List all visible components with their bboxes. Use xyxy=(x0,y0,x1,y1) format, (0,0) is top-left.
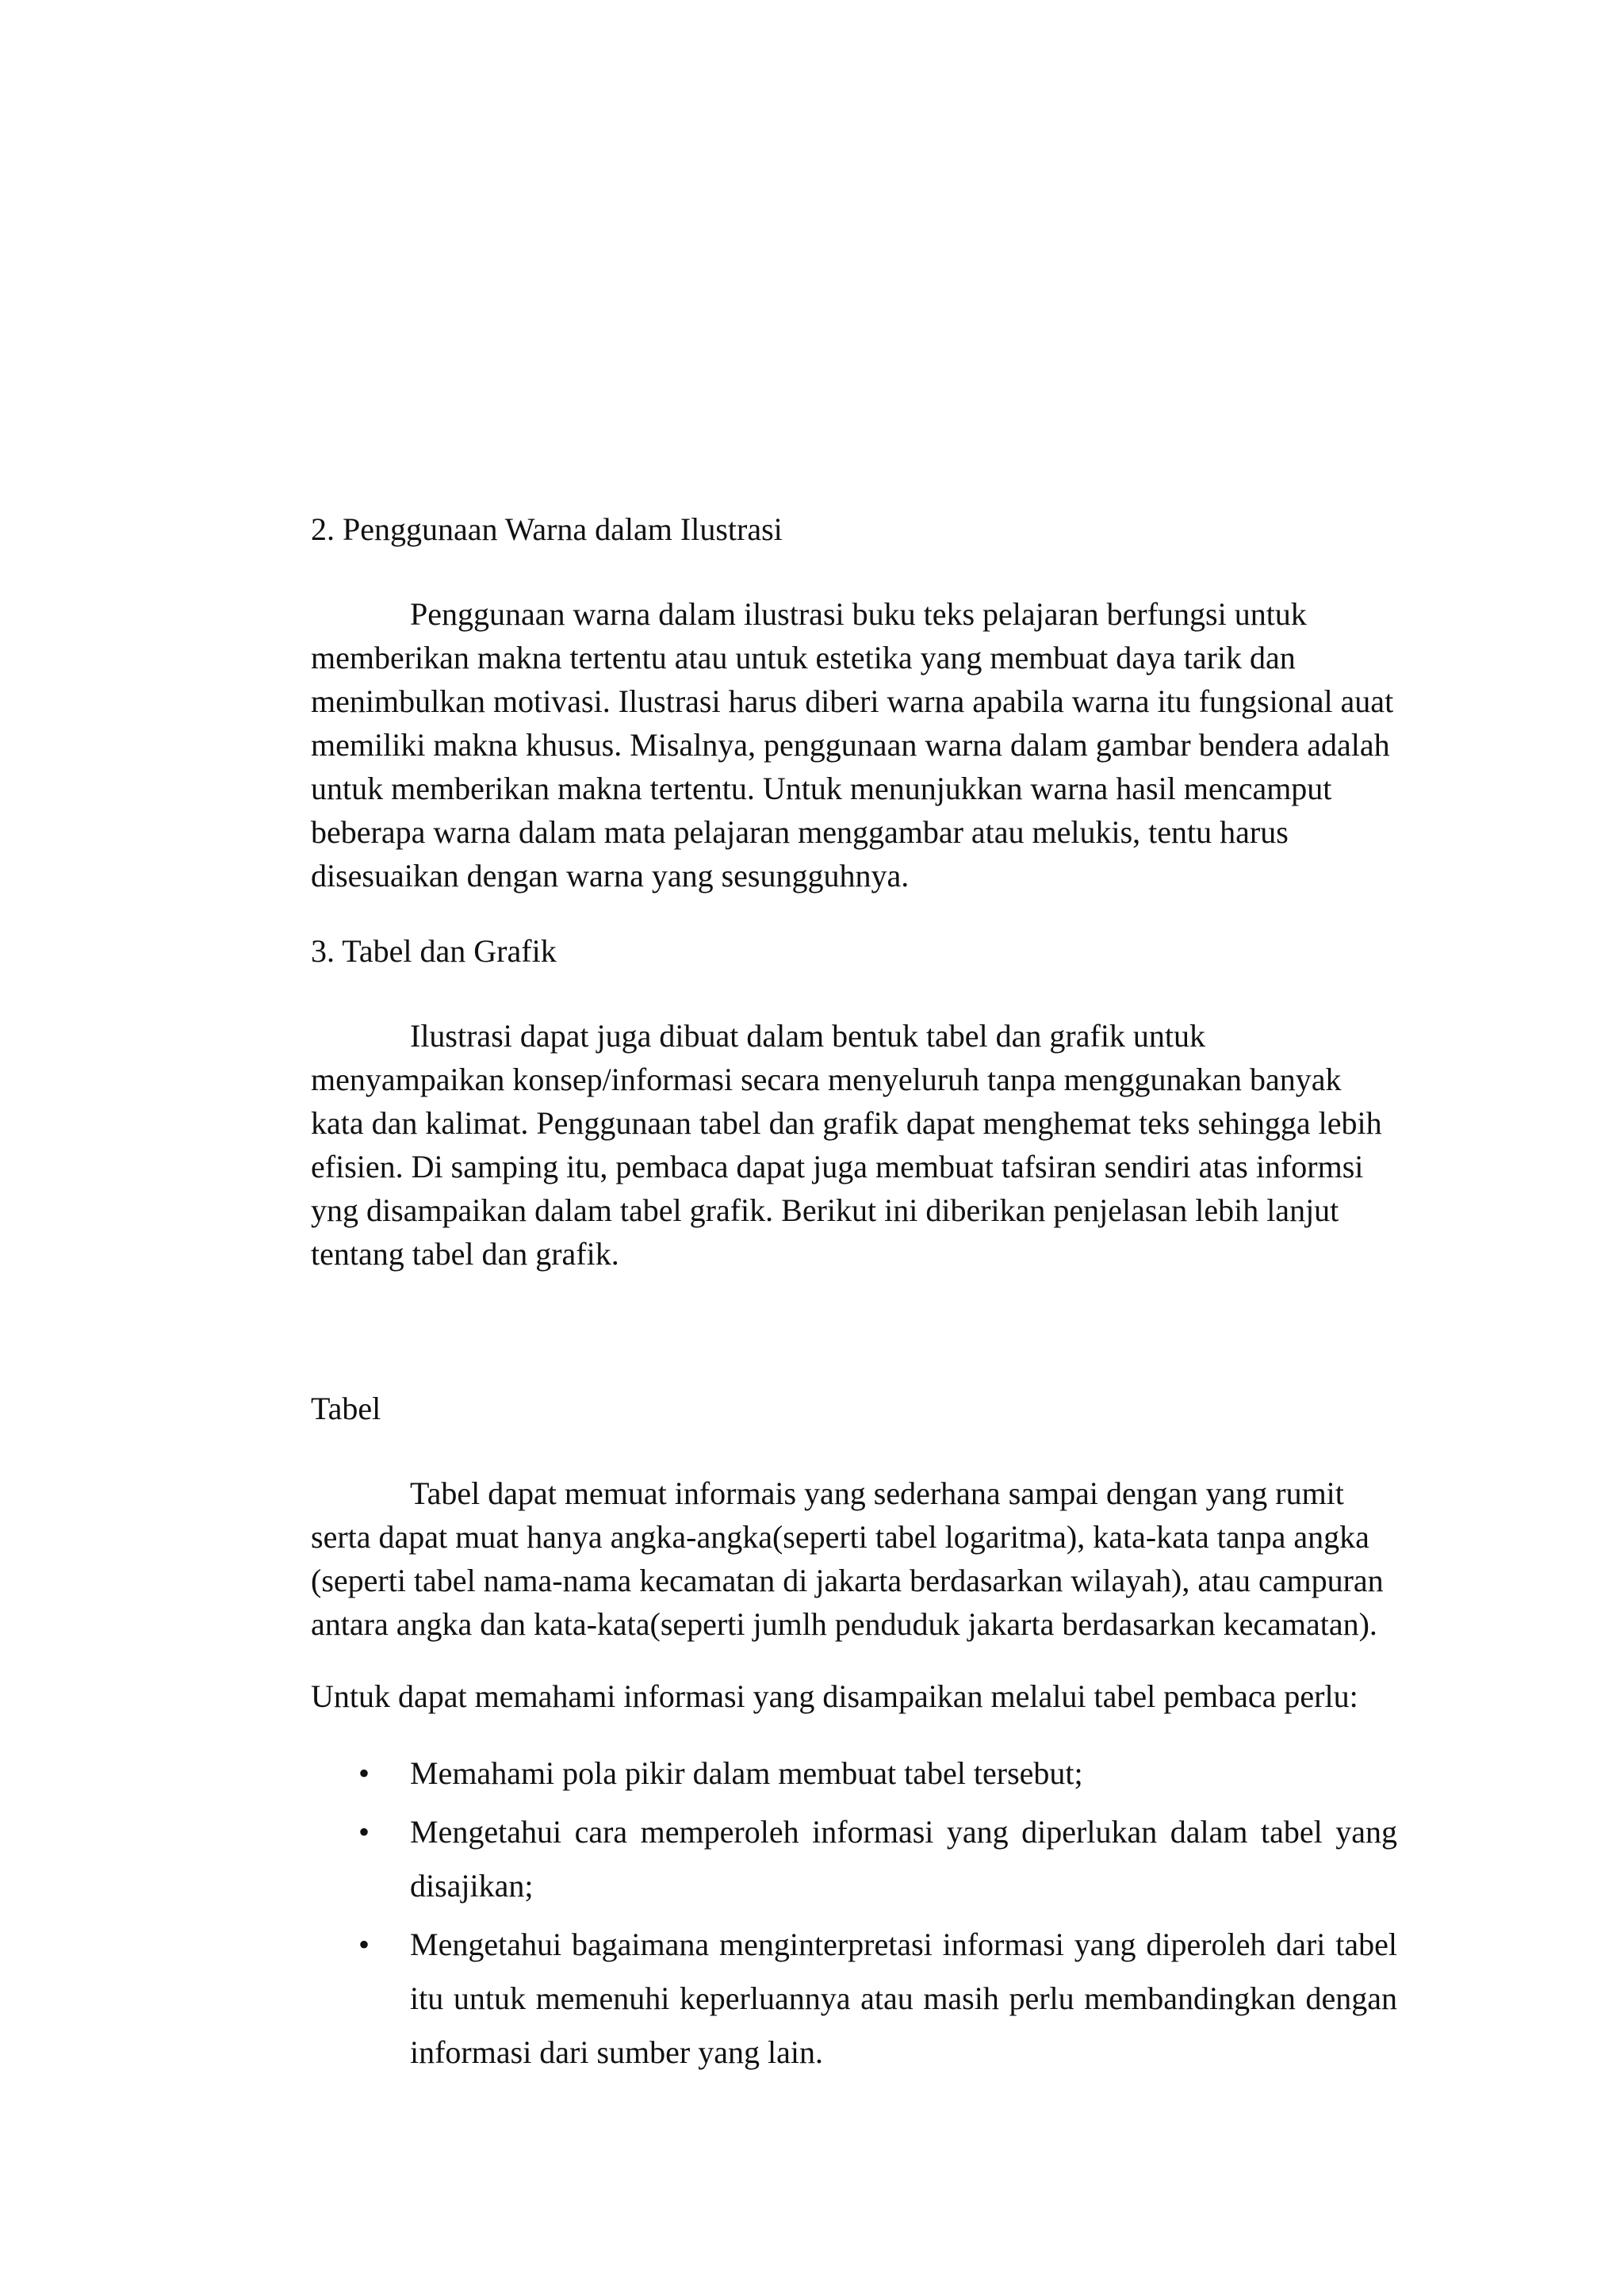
tabel-paragraph: Tabel dapat memuat informais yang sederhana sampai dengan yang rumit serta dapat muat hanya angka-angka(seperti tabel logaritma), kata-kata tanpa angka (seperti tabel nama-nama kecamatan di jakarta berdasarkan wilayah), atau campuran antara angka dan kata-kata(seperti jumlh penduduk jakarta berdasarkan kecamatan). xyxy=(311,1475,1384,1642)
tabel-bullet-list xyxy=(311,1747,1397,2080)
section-3-paragraph: Ilustrasi dapat juga dibuat dalam bentuk tabel dan grafik untuk menyampaikan konsep/informasi secara menyeluruh tanpa menggunakan banyak kata dan kalimat. Penggunaan tabel dan grafik dapat menghemat teks sehingga lebih efisien. Di samping itu, pembaca dapat juga membuat tafsiran sendiri atas informsi yng disampaikan dalam tabel grafik. Berikut ini diberikan penjelasan lebih lanjut tentang tabel dan grafik. xyxy=(311,1018,1382,1272)
tabel-heading: Tabel xyxy=(311,1391,381,1426)
list-item xyxy=(311,1805,1397,1913)
list-item-text: Mengetahui cara memperoleh informasi yang diperlukan dalam tabel yang disajikan; xyxy=(410,1814,1397,1904)
page-content xyxy=(311,507,1397,2084)
section-3-heading: 3. Tabel dan Grafik xyxy=(311,933,557,969)
bullet-icon: • xyxy=(358,1755,370,1791)
list-item-text: Mengetahui bagaimana menginterpretasi informasi yang diperoleh dari tabel itu untuk memenuhi keperluannya atau masih perlu membandingkan dengan informasi dari sumber yang lain. xyxy=(410,1927,1397,2070)
section-2-paragraph: Penggunaan warna dalam ilustrasi buku teks pelajaran berfungsi untuk memberikan makna tertentu atau untuk estetika yang membuat daya tarik dan menimbulkan motivasi. Ilustrasi harus diberi warna apabila warna itu fungsional auat memiliki makna khusus. Misalnya, penggunaan warna dalam gambar bendera adalah untuk memberikan makna tertentu. Untuk menunjukkan warna hasil mencamput beberapa warna dalam mata pelajaran menggambar atau melukis, tentu harus disesuaikan dengan warna yang sesungguhnya. xyxy=(311,596,1394,894)
list-item xyxy=(311,1918,1397,2080)
tabel-intro: Untuk dapat memahami informasi yang disampaikan melalui tabel pembaca perlu: xyxy=(311,1678,1358,1714)
bullet-icon: • xyxy=(358,1814,370,1850)
list-item-text: Memahami pola pikir dalam membuat tabel tersebut; xyxy=(410,1755,1083,1791)
bullet-icon: • xyxy=(358,1927,370,1962)
section-2-heading: 2. Penggunaan Warna dalam Ilustrasi xyxy=(311,511,783,547)
list-item xyxy=(311,1747,1397,1800)
